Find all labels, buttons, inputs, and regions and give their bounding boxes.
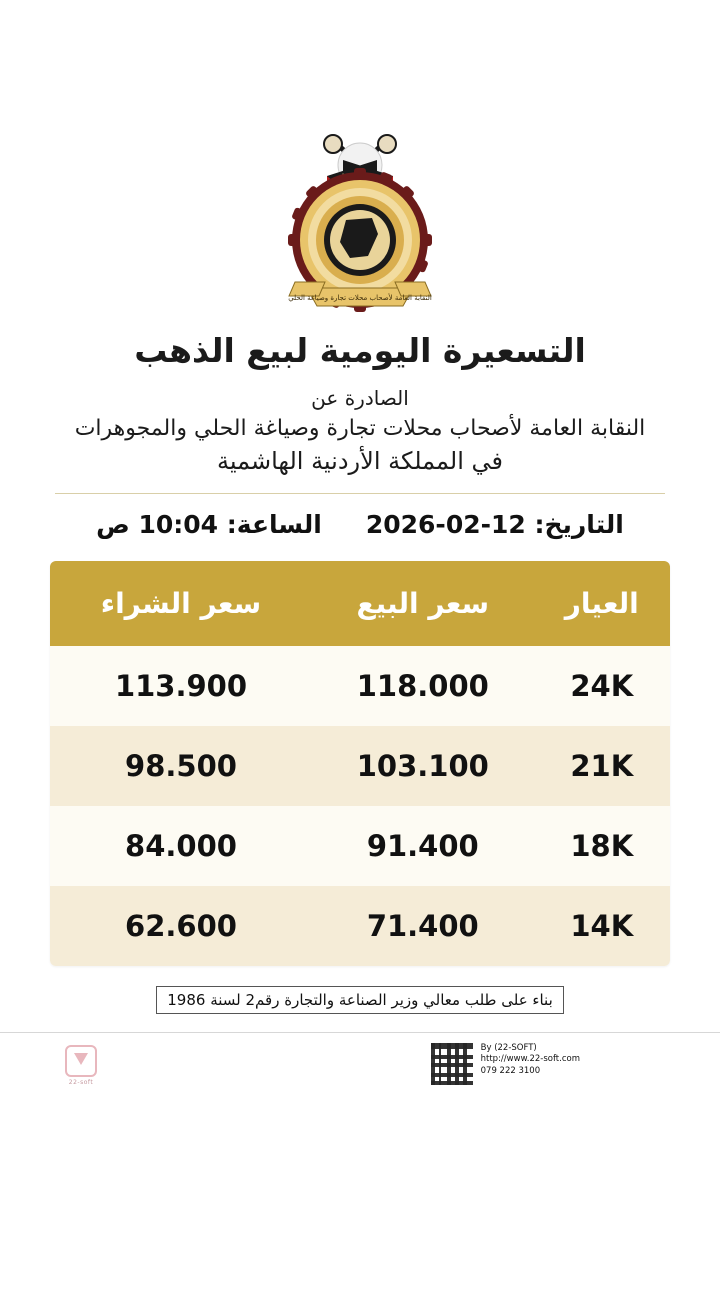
footer-contact-text	[481, 1043, 580, 1077]
time-value: 10:04 ص	[96, 510, 219, 539]
table-row	[50, 726, 670, 806]
cell-buy-price: 113.900	[50, 646, 312, 726]
footer-by-line: By (22-SOFT)	[480, 1043, 537, 1053]
cell-karat: 18K	[534, 806, 670, 886]
cell-buy-price: 84.000	[50, 806, 312, 886]
table-header-row	[50, 561, 670, 646]
note-container	[0, 986, 720, 1014]
footer-website[interactable]: http://www.22-soft.com	[480, 1054, 580, 1065]
footer-contact	[431, 1043, 580, 1085]
cell-sell-price: 71.400	[312, 886, 534, 966]
page-title: التسعيرة اليومية لبيع الذهب	[134, 331, 586, 370]
datetime-row	[0, 510, 720, 539]
qr-code-icon	[431, 1043, 473, 1085]
vendor-logo	[58, 1045, 104, 1086]
legal-note: بناء على طلب معالي وزير الصناعة والتجارة رقم2 لسنة 1986	[156, 986, 564, 1014]
date-value: 12-02-2026	[365, 510, 526, 539]
issued-by-label: الصادرة عن	[311, 386, 409, 410]
cell-sell-price: 118.000	[312, 646, 534, 726]
svg-text:النقابة العامة لأصحاب محلات تج: النقابة العامة لأصحاب محلات تجارة وصياغة الحلي	[288, 294, 432, 302]
header-divider	[55, 493, 665, 494]
table-row	[50, 886, 670, 966]
authority-line-2: في المملكة الأردنية الهاشمية	[216, 447, 504, 475]
cell-buy-price: 98.500	[50, 726, 312, 806]
cell-karat: 14K	[534, 886, 670, 966]
cell-karat: 21K	[534, 726, 670, 806]
column-header-sell-price: سعر البيع	[312, 561, 534, 646]
column-header-buy-price: سعر الشراء	[50, 561, 312, 646]
vendor-logo-caption: 22-soft	[68, 1079, 94, 1086]
gold-price-table-container	[50, 561, 670, 966]
date-group	[366, 510, 624, 539]
cell-sell-price: 103.100	[312, 726, 534, 806]
footer-phone: 079 222 3100	[480, 1065, 541, 1076]
time-group	[96, 510, 322, 539]
cell-karat: 24K	[534, 646, 670, 726]
cell-buy-price: 62.600	[50, 886, 312, 966]
footer	[0, 1033, 720, 1103]
authority-line-1: النقابة العامة لأصحاب محلات تجارة وصياغة الحلي والمجوهرات	[74, 416, 646, 441]
cell-sell-price: 91.400	[312, 806, 534, 886]
vendor-mark-icon	[65, 1045, 97, 1077]
column-header-karat: العيار	[534, 561, 670, 646]
time-label: الساعة:	[226, 510, 322, 539]
date-label: التاريخ:	[534, 510, 624, 539]
jordan-jewellers-syndicate-emblem	[265, 130, 455, 315]
logo-container	[0, 0, 720, 315]
gold-price-table	[50, 561, 670, 966]
table-row	[50, 646, 670, 726]
table-row	[50, 806, 670, 886]
